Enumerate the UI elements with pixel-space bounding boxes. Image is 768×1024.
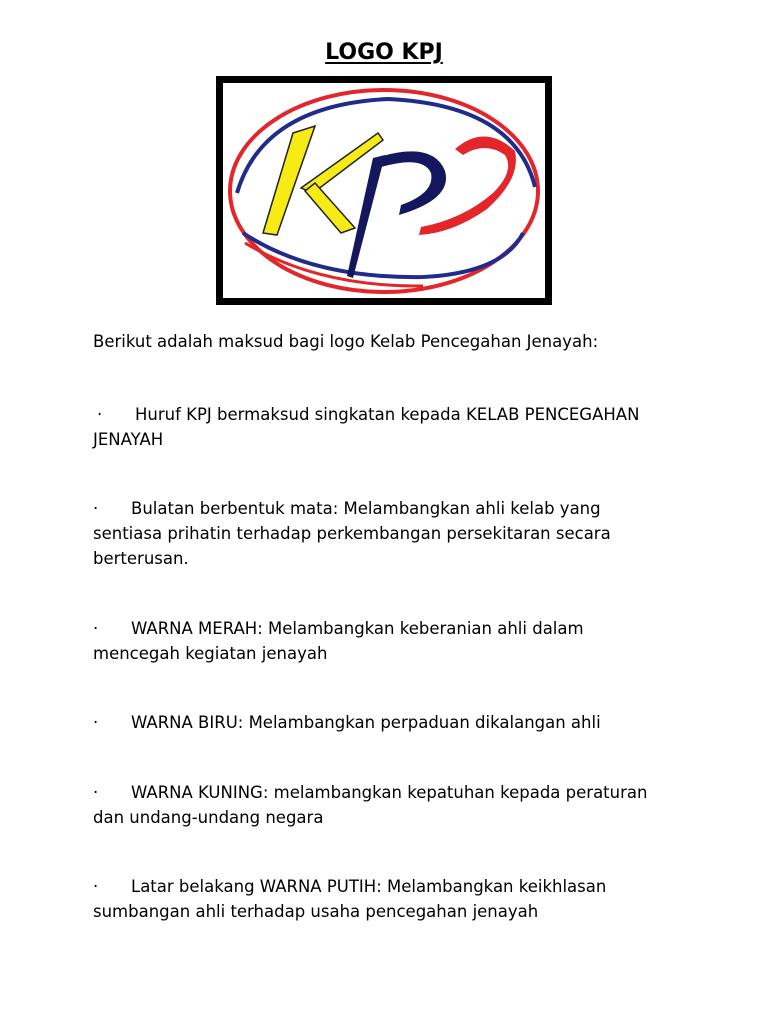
bullet: · [93, 499, 99, 518]
list-item [93, 710, 673, 735]
kpj-logo-graphic [223, 83, 545, 298]
list-item-text: Huruf KPJ bermaksud singkatan kepada KELAB PENCEGAHAN JENAYAH [93, 405, 640, 449]
list-item [93, 496, 673, 571]
bullet: · [93, 713, 99, 732]
list-item-text: WARNA MERAH: Melambangkan keberanian ahli dalam mencegah kegiatan jenayah [93, 619, 584, 663]
list-item-text: Latar belakang WARNA PUTIH: Melambangkan keikhlasan sumbangan ahli terhadap usaha pencegahan jenayah [93, 877, 607, 921]
bullet: · [97, 405, 103, 424]
list-item [93, 780, 673, 830]
list-item-text: Bulatan berbentuk mata: Melambangkan ahli kelab yang sentiasa prihatin terhadap perkembangan persekitaran secara berterusan. [93, 499, 611, 568]
page-title: LOGO KPJ [325, 40, 443, 65]
list-item-text: WARNA BIRU: Melambangkan perpaduan dikalangan ahli [131, 713, 601, 732]
bullet: · [93, 619, 99, 638]
intro-paragraph: Berikut adalah maksud bagi logo Kelab Pencegahan Jenayah: [93, 332, 599, 351]
logo-letter-p [347, 151, 446, 278]
bullet: · [93, 877, 99, 896]
bullet: · [93, 783, 99, 802]
list-item [93, 402, 673, 452]
kpj-logo [216, 76, 552, 305]
list-item-text: WARNA KUNING: melambangkan kepatuhan kepada peraturan dan undang-undang negara [93, 783, 648, 827]
list-item [93, 874, 673, 924]
list-item [93, 616, 673, 666]
